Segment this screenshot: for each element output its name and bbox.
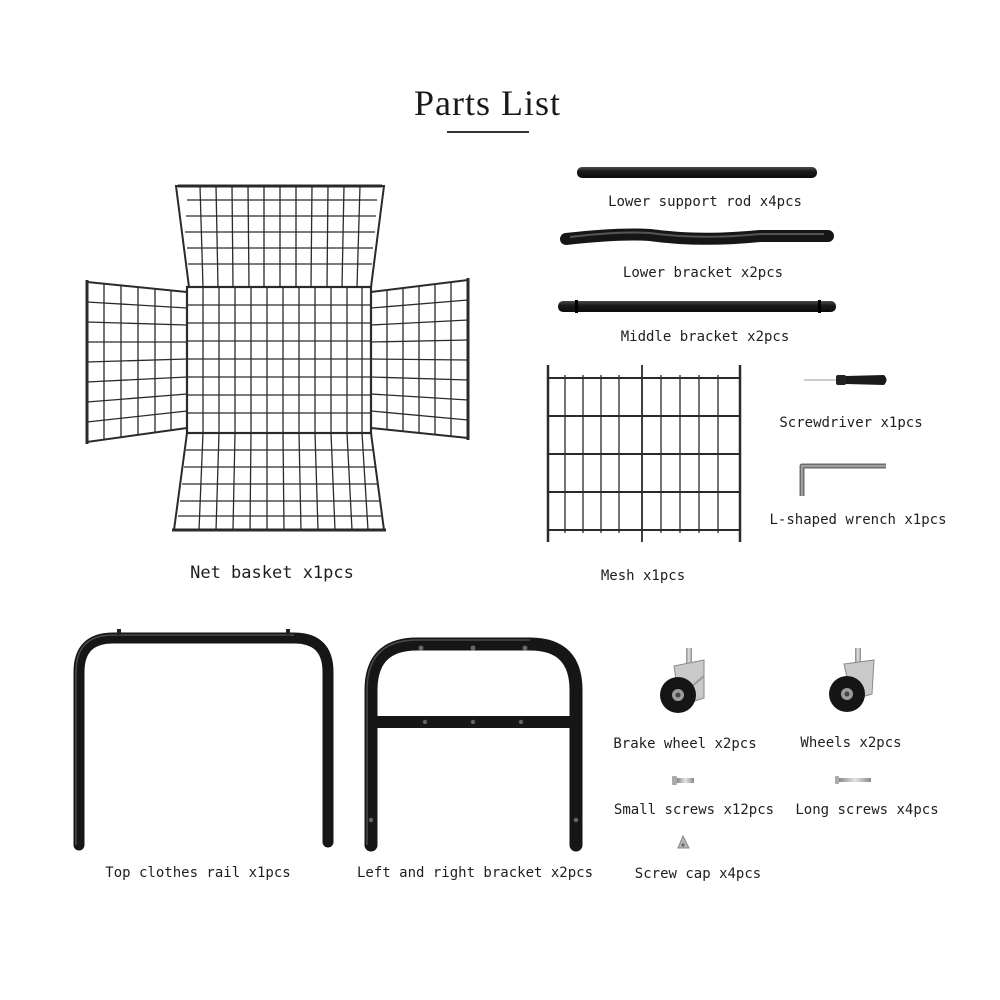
screw-cap-label: Screw cap x4pcs [634, 866, 762, 882]
l-wrench-image [802, 466, 886, 496]
mesh-image [548, 365, 740, 542]
side-bracket-image [367, 640, 578, 845]
middle-bracket-image [558, 300, 836, 313]
mesh-label: Mesh x1pcs [600, 568, 686, 584]
top-clothes-rail-label: Top clothes rail x1pcs [105, 865, 291, 881]
middle-bracket-label: Middle bracket x2pcs [620, 329, 790, 345]
long-screw-image [835, 776, 871, 784]
l-wrench-label: L-shaped wrench x1pcs [769, 512, 947, 528]
top-clothes-rail-image [76, 629, 328, 845]
lower-bracket-label: Lower bracket x2pcs [622, 265, 784, 281]
small-screw-image [672, 776, 694, 785]
screwdriver-image [804, 375, 887, 385]
brake-wheel-label: Brake wheel x2pcs [613, 736, 757, 752]
net-basket-label: Net basket x1pcs [190, 563, 354, 583]
brake-wheel-image [660, 648, 704, 713]
net-basket-image [87, 186, 468, 530]
small-screws-label: Small screws x12pcs [613, 802, 775, 818]
page-title: Parts List [413, 83, 561, 123]
screwdriver-label: Screwdriver x1pcs [779, 415, 923, 431]
lower-support-rod-label: Lower support rod x4pcs [608, 194, 802, 210]
wheels-label: Wheels x2pcs [800, 735, 902, 751]
side-bracket-label: Left and right bracket x2pcs [356, 865, 594, 881]
screw-cap-image [678, 836, 689, 848]
long-screws-label: Long screws x4pcs [795, 802, 939, 818]
wheel-image [829, 648, 874, 712]
lower-support-rod-image [577, 167, 817, 178]
lower-bracket-image [566, 233, 828, 240]
